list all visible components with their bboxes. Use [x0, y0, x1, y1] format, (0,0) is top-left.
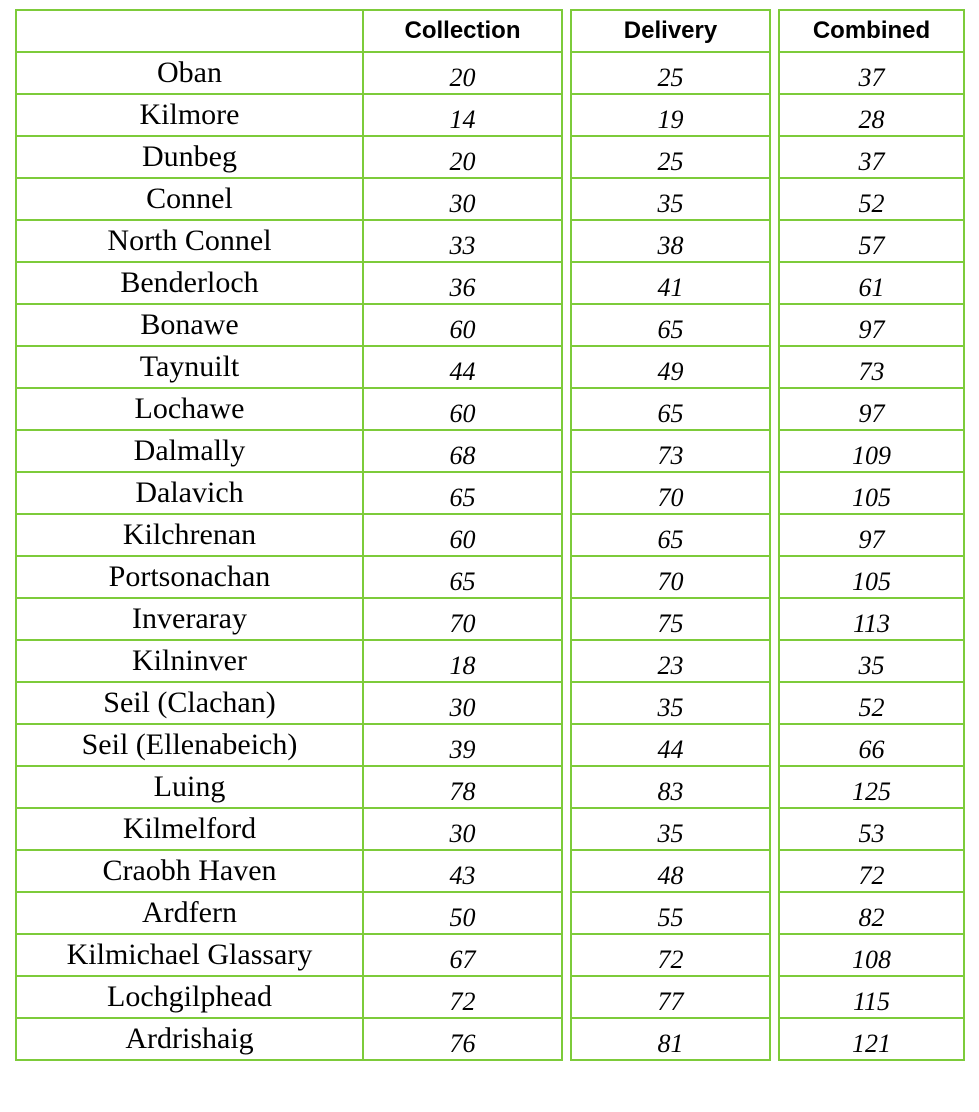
column-divider	[561, 639, 570, 681]
column-divider	[561, 177, 570, 219]
table-row	[15, 93, 965, 135]
collection-cell: 30	[362, 681, 561, 723]
header-place	[15, 9, 362, 51]
place-name-cell: Dalmally	[15, 429, 362, 471]
table-row	[15, 555, 965, 597]
combined-cell: 109	[778, 429, 965, 471]
place-name-cell: Craobh Haven	[15, 849, 362, 891]
column-divider	[561, 765, 570, 807]
delivery-cell: 65	[570, 387, 769, 429]
table-row	[15, 429, 965, 471]
column-divider	[769, 723, 778, 765]
column-divider	[561, 303, 570, 345]
column-divider	[769, 9, 778, 51]
delivery-cell: 23	[570, 639, 769, 681]
table-row	[15, 513, 965, 555]
place-name-cell: Kilmichael Glassary	[15, 933, 362, 975]
combined-cell: 105	[778, 471, 965, 513]
column-divider	[769, 345, 778, 387]
column-divider	[769, 891, 778, 933]
collection-cell: 72	[362, 975, 561, 1017]
delivery-cell: 81	[570, 1017, 769, 1061]
delivery-cell: 70	[570, 555, 769, 597]
column-divider	[769, 387, 778, 429]
place-name-cell: Seil (Clachan)	[15, 681, 362, 723]
combined-cell: 113	[778, 597, 965, 639]
place-name-cell: Luing	[15, 765, 362, 807]
place-name-cell: Portsonachan	[15, 555, 362, 597]
table-row	[15, 891, 965, 933]
place-name-cell: Kilmore	[15, 93, 362, 135]
column-divider	[561, 597, 570, 639]
table-row	[15, 345, 965, 387]
collection-cell: 60	[362, 387, 561, 429]
table-row	[15, 1017, 965, 1061]
combined-cell: 97	[778, 513, 965, 555]
combined-cell: 73	[778, 345, 965, 387]
table-header-row	[15, 9, 965, 51]
table-row	[15, 639, 965, 681]
column-divider	[769, 933, 778, 975]
delivery-cell: 49	[570, 345, 769, 387]
column-divider	[769, 849, 778, 891]
table-row	[15, 597, 965, 639]
delivery-cell: 55	[570, 891, 769, 933]
delivery-cell: 73	[570, 429, 769, 471]
combined-cell: 35	[778, 639, 965, 681]
combined-cell: 82	[778, 891, 965, 933]
header-delivery: Delivery	[570, 9, 769, 51]
column-divider	[561, 261, 570, 303]
collection-cell: 67	[362, 933, 561, 975]
column-divider	[769, 219, 778, 261]
column-divider	[769, 555, 778, 597]
header-collection: Collection	[362, 9, 561, 51]
collection-cell: 60	[362, 513, 561, 555]
column-divider	[769, 639, 778, 681]
place-name-cell: Connel	[15, 177, 362, 219]
collection-cell: 78	[362, 765, 561, 807]
column-divider	[769, 51, 778, 93]
column-divider	[769, 1017, 778, 1061]
delivery-cell: 35	[570, 681, 769, 723]
combined-cell: 37	[778, 135, 965, 177]
collection-cell: 18	[362, 639, 561, 681]
table-row	[15, 765, 965, 807]
collection-cell: 60	[362, 303, 561, 345]
delivery-cell: 41	[570, 261, 769, 303]
place-name-cell: Taynuilt	[15, 345, 362, 387]
collection-cell: 70	[362, 597, 561, 639]
column-divider	[561, 471, 570, 513]
column-divider	[769, 303, 778, 345]
table-row	[15, 471, 965, 513]
column-divider	[769, 135, 778, 177]
column-divider	[561, 135, 570, 177]
table-row	[15, 177, 965, 219]
place-name-cell: Lochgilphead	[15, 975, 362, 1017]
combined-cell: 108	[778, 933, 965, 975]
table-row	[15, 51, 965, 93]
column-divider	[561, 387, 570, 429]
column-divider	[769, 429, 778, 471]
delivery-cell: 35	[570, 807, 769, 849]
column-divider	[561, 429, 570, 471]
combined-cell: 37	[778, 51, 965, 93]
column-divider	[769, 681, 778, 723]
combined-cell: 105	[778, 555, 965, 597]
collection-cell: 30	[362, 177, 561, 219]
table-row	[15, 975, 965, 1017]
column-divider	[561, 9, 570, 51]
table-row	[15, 219, 965, 261]
delivery-cell: 48	[570, 849, 769, 891]
place-name-cell: Ardrishaig	[15, 1017, 362, 1061]
column-divider	[769, 975, 778, 1017]
delivery-cell: 19	[570, 93, 769, 135]
place-name-cell: Seil (Ellenabeich)	[15, 723, 362, 765]
place-name-cell: Kilchrenan	[15, 513, 362, 555]
table-row	[15, 387, 965, 429]
column-divider	[769, 765, 778, 807]
collection-cell: 20	[362, 51, 561, 93]
combined-cell: 52	[778, 177, 965, 219]
column-divider	[561, 975, 570, 1017]
place-name-cell: Benderloch	[15, 261, 362, 303]
table-row	[15, 849, 965, 891]
column-divider	[769, 471, 778, 513]
collection-cell: 36	[362, 261, 561, 303]
delivery-cell: 44	[570, 723, 769, 765]
delivery-cell: 70	[570, 471, 769, 513]
combined-cell: 72	[778, 849, 965, 891]
combined-cell: 53	[778, 807, 965, 849]
table-row	[15, 303, 965, 345]
place-name-cell: Kilmelford	[15, 807, 362, 849]
delivery-cell: 65	[570, 513, 769, 555]
combined-cell: 52	[778, 681, 965, 723]
collection-cell: 30	[362, 807, 561, 849]
place-name-cell: Inveraray	[15, 597, 362, 639]
collection-cell: 39	[362, 723, 561, 765]
collection-cell: 44	[362, 345, 561, 387]
delivery-cell: 38	[570, 219, 769, 261]
collection-cell: 65	[362, 555, 561, 597]
delivery-cell: 83	[570, 765, 769, 807]
collection-cell: 20	[362, 135, 561, 177]
table-body	[15, 51, 965, 1061]
combined-cell: 61	[778, 261, 965, 303]
place-name-cell: Dunbeg	[15, 135, 362, 177]
combined-cell: 115	[778, 975, 965, 1017]
place-name-cell: Dalavich	[15, 471, 362, 513]
place-name-cell: North Connel	[15, 219, 362, 261]
column-divider	[769, 177, 778, 219]
column-divider	[561, 513, 570, 555]
delivery-cell: 72	[570, 933, 769, 975]
table-row	[15, 723, 965, 765]
collection-cell: 76	[362, 1017, 561, 1061]
collection-cell: 68	[362, 429, 561, 471]
column-divider	[561, 933, 570, 975]
combined-cell: 28	[778, 93, 965, 135]
column-divider	[561, 681, 570, 723]
delivery-cell: 77	[570, 975, 769, 1017]
collection-cell: 33	[362, 219, 561, 261]
table-row	[15, 135, 965, 177]
fares-table	[15, 9, 965, 1061]
delivery-cell: 25	[570, 51, 769, 93]
place-name-cell: Bonawe	[15, 303, 362, 345]
combined-cell: 66	[778, 723, 965, 765]
combined-cell: 97	[778, 303, 965, 345]
combined-cell: 125	[778, 765, 965, 807]
delivery-cell: 65	[570, 303, 769, 345]
column-divider	[561, 219, 570, 261]
column-divider	[561, 93, 570, 135]
column-divider	[561, 849, 570, 891]
delivery-cell: 25	[570, 135, 769, 177]
column-divider	[561, 555, 570, 597]
table-row	[15, 807, 965, 849]
header-combined: Combined	[778, 9, 965, 51]
place-name-cell: Lochawe	[15, 387, 362, 429]
table-row	[15, 681, 965, 723]
place-name-cell: Kilninver	[15, 639, 362, 681]
column-divider	[769, 93, 778, 135]
delivery-cell: 35	[570, 177, 769, 219]
place-name-cell: Ardfern	[15, 891, 362, 933]
combined-cell: 57	[778, 219, 965, 261]
column-divider	[561, 345, 570, 387]
table-row	[15, 261, 965, 303]
column-divider	[769, 597, 778, 639]
column-divider	[769, 513, 778, 555]
collection-cell: 43	[362, 849, 561, 891]
column-divider	[769, 807, 778, 849]
place-name-cell: Oban	[15, 51, 362, 93]
column-divider	[561, 723, 570, 765]
column-divider	[561, 807, 570, 849]
combined-cell: 121	[778, 1017, 965, 1061]
table-row	[15, 933, 965, 975]
delivery-cell: 75	[570, 597, 769, 639]
collection-cell: 65	[362, 471, 561, 513]
column-divider	[561, 51, 570, 93]
column-divider	[561, 1017, 570, 1061]
collection-cell: 14	[362, 93, 561, 135]
column-divider	[561, 891, 570, 933]
column-divider	[769, 261, 778, 303]
combined-cell: 97	[778, 387, 965, 429]
collection-cell: 50	[362, 891, 561, 933]
